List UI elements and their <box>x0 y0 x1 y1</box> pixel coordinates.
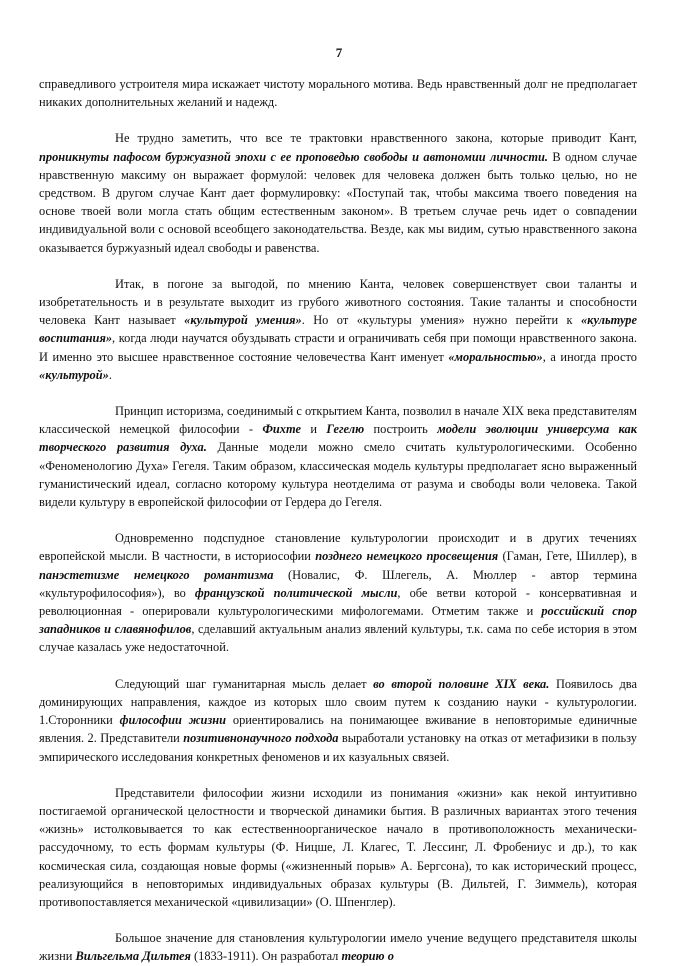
page-number: 7 <box>335 45 343 60</box>
text-run: справедливого устроителя мира искажает чистоту морального мотива. Ведь нравственный долг не предполагает никаких дополнительных желаний и надежд. <box>39 77 637 110</box>
text-run: и <box>300 422 327 437</box>
emphasized-text: Вильгельма Дильтея <box>75 949 191 964</box>
text-run: Появилось два доминирующих направления, каждое из которых шло своим путем к созданию науки - культурологии. 1.Сторонники <box>39 676 637 728</box>
text-run: , когда люди научатся обуздывать страсти и ограничивать себя при помощи нравственного закона. И именно это высшее нравственное состояние человечества Кант именует <box>39 331 637 364</box>
emphasized-text: российский спор западников и славянофилов <box>39 604 637 637</box>
text-run: Данные модели можно смело считать культурологическими. Особенно «Феноменологию Духа» Гегеля. Таким образом, классическая модель культуры предполагает ясно выраженный гуманистический идеал, согласно которому культура неотделима от разума и свободы воли человека. Такой видели культуру в европейской философии от Гердера до Гегеля. <box>39 440 637 510</box>
text-run: Следующий шаг гуманитарная мысль делает <box>115 676 374 691</box>
emphasized-text: философии жизни <box>119 713 227 728</box>
text-run: ориентировались на понимающее вживание в неповторимые единичные явления. 2. Представители <box>39 713 638 746</box>
text-run: , обе ветви которой - консервативная и революционная - оперировали культурологическими мифологемами. Отметим также и <box>39 585 638 619</box>
text-run: Представители философии жизни исходили из понимания «жизни» как некой интуитивно постигаемой органической целостности и творческой динамики бытия. В различных вариантах этого течения «жизнь» истолковывается то как естественноорганическое начало в противоположность механически-рассудочному, то есть формам культуры (Ф. Ницше, Л. Клагес, Т. Лессинг, Л. Фробениус и др.), то как космическая сила, создающая новые формы («жизненный порыв» А. Бергсона), то как исторический процесс, реализующийся в неповторимых индивидуальных образах культуры (В. Дильтей, Г. Зиммель), которая противопоставляется механической «цивилизации» (О. Шпенглер). <box>39 785 637 909</box>
text-run: , сделавший актуальным анализ явлений культуры, т.к. сама по себе история в этом случае казалась уже недостаточной. <box>39 622 637 655</box>
text-run: Итак, в погоне за выгодой, по мнению Канта, человек совершенствует свои таланты и изобретательность и в результате выходит из грубого животного состояния. Такие таланты и способности человека Кант называет <box>39 276 637 328</box>
paragraph <box>39 929 637 965</box>
emphasized-text: позднего немецкого просвещения <box>315 549 499 564</box>
emphasized-text: позитивнонаучного подхода <box>183 731 339 746</box>
emphasized-text: «культуре воспитания» <box>39 313 637 346</box>
text-run: Принцип историзма, соединимый с открытием Канта, позволил в начале XIX века представителям классической немецкой философии - <box>39 404 637 437</box>
emphasized-text: «моральностью» <box>448 349 543 364</box>
text-run: . Но от «культуры умения» нужно перейти к <box>301 313 581 328</box>
text-run: . <box>108 367 112 382</box>
paragraph <box>39 129 637 256</box>
text-run: (Гаман, Гете, Шиллер), в <box>498 549 637 564</box>
paragraph <box>39 529 637 656</box>
text-run: Не трудно заметить, что все те трактовки нравственного закона, которые приводит Кант, <box>115 131 637 146</box>
paragraph <box>39 275 637 384</box>
text-run: построить <box>364 422 438 437</box>
emphasized-text: модели эволюции универсума как творческого развития духа. <box>39 422 638 455</box>
paragraph <box>39 402 637 511</box>
paragraph <box>39 784 637 911</box>
text-run: Большое значение для становления культурологии имело учение ведущего представителя школы жизни <box>39 931 637 964</box>
text-run: (1833-1911). Он разработал <box>190 949 342 964</box>
text-run: выработали установку на отказ от метафизики в пользу эмпирического исследования конкретных феноменов и их казуальных связей. <box>39 731 637 764</box>
emphasized-text: Фихте <box>262 422 301 437</box>
text-run: , а иногда просто <box>542 349 637 364</box>
emphasized-text: проникнуты пафосом буржуазной эпохи с ее проповедью свободы и автономии личности. <box>39 149 548 164</box>
emphasized-text: «культурой» <box>39 367 109 382</box>
emphasized-text: Гегелю <box>326 422 365 437</box>
paragraph <box>39 75 637 111</box>
emphasized-text: теорию о <box>341 949 394 964</box>
text-run: Одновременно подспудное становление культурологии происходит и в других течениях европейской мысли. В частности, в историософии <box>39 531 637 564</box>
text-run: (Новалис, Ф. Шлегель, А. Мюллер - автор термина «культурофилософия»), во <box>39 567 637 600</box>
emphasized-text: французской политической мысли <box>194 585 398 600</box>
body-text <box>39 75 637 966</box>
paragraph <box>39 675 637 766</box>
emphasized-text: во второй половине XIX века. <box>373 676 550 691</box>
text-run: В одном случае нравственную максиму он выражает формулой: человек для человека должен быть только целью, но не средством. В другом случае Кант дает формулировку: «Поступай так, чтобы максима твоего поведения на основе твоей воли могла стать общим естественным законом». В третьем случае речь идет о совпадении индивидуальной воли с основой всеобщего законодательства. Везде, как мы видим, сутью нравственного закона оказывается буржуазный идеал свободы и равенства. <box>39 149 637 255</box>
emphasized-text: панэстетизме немецкого романтизма <box>39 567 274 582</box>
emphasized-text: «культурой умения» <box>184 313 302 328</box>
